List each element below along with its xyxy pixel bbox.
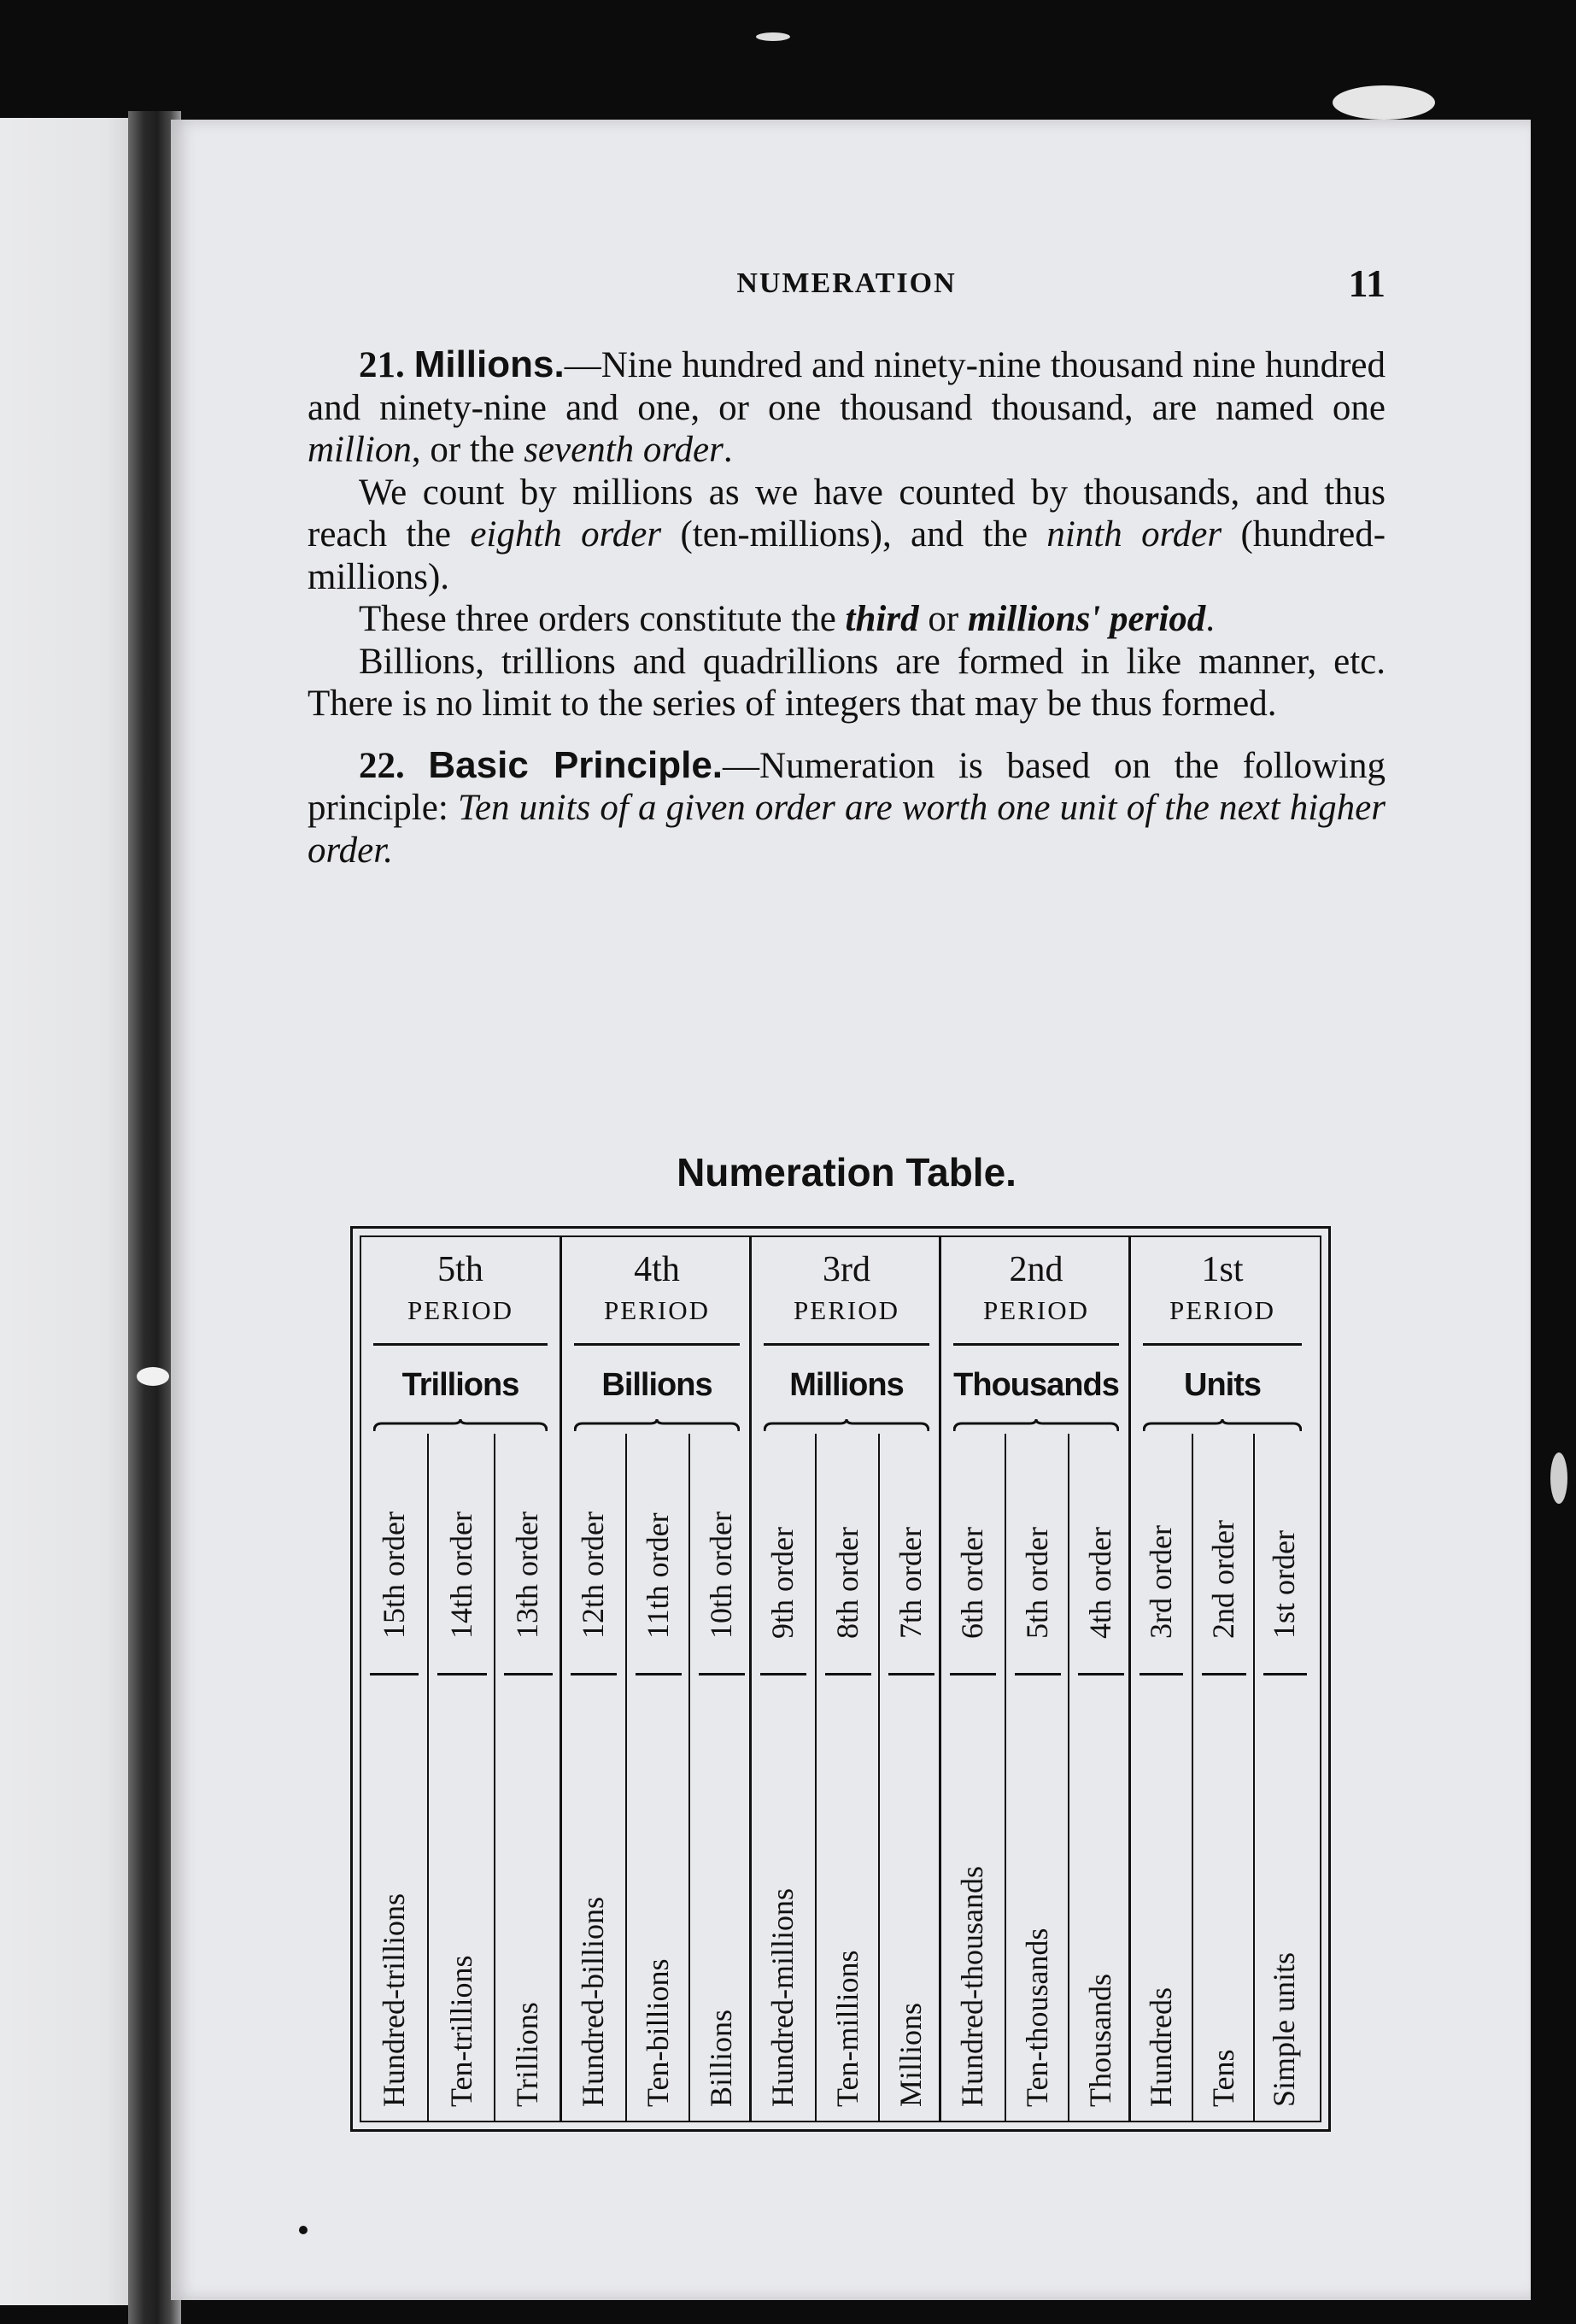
unit-label: Ten-millions [830, 1950, 864, 2107]
unit-label: Simple units [1267, 1951, 1302, 2107]
unit-label: Hundred-thousands [955, 1866, 989, 2107]
period-ordinal: 4th [634, 1250, 680, 1289]
section-heading: Basic Principle. [428, 743, 724, 786]
order-label: 12th order [576, 1511, 610, 1639]
unit-label: Millions [893, 2002, 928, 2107]
section-heading: Millions. [413, 343, 565, 385]
period-name: Trillions [401, 1367, 519, 1403]
unit-label: Hundred-millions [765, 1888, 800, 2107]
period-name: Units [1184, 1367, 1261, 1403]
period-word: PERIOD [407, 1295, 513, 1325]
period-ordinal: 1st [1201, 1250, 1244, 1289]
body-text [308, 343, 1386, 872]
unit-label: Thousands [1083, 1974, 1117, 2107]
order-label: 8th order [830, 1527, 864, 1639]
order-label: 7th order [893, 1527, 928, 1639]
unit-label: Hundred-trillions [376, 1893, 411, 2107]
emphasis: third [845, 599, 919, 639]
period-word: PERIOD [1169, 1295, 1275, 1325]
period-ordinal: 2nd [1009, 1250, 1063, 1289]
section-21-paragraph-3 [308, 598, 1386, 641]
numeration-table-inner [360, 1235, 1321, 2122]
unit-label: Ten-billions [641, 1958, 675, 2107]
period-word: PERIOD [794, 1295, 899, 1325]
paragraph-text: . [1205, 599, 1216, 639]
brace-icon [373, 1418, 548, 1432]
order-label: 11th order [641, 1512, 675, 1639]
paragraph-text: (ten-millions), and the [661, 514, 1047, 555]
order-column [427, 1434, 495, 2121]
unit-label: Billions [704, 2009, 738, 2107]
order-column [815, 1434, 880, 2121]
order-column [494, 1434, 561, 2121]
section-21-paragraph-2 [308, 472, 1386, 599]
order-label: 6th order [955, 1527, 989, 1639]
order-column [361, 1434, 427, 2121]
brace-path [575, 1419, 739, 1431]
order-label: 4th order [1083, 1527, 1117, 1639]
order-label: 5th order [1020, 1527, 1054, 1639]
order-column [878, 1434, 943, 2121]
paragraph-text: or [918, 599, 968, 639]
period-column [939, 1237, 1131, 2121]
brace-path [765, 1419, 929, 1431]
order-column [941, 1434, 1005, 2121]
brace-icon [574, 1418, 740, 1432]
period-name: Thousands [953, 1367, 1119, 1403]
paragraph-text: —Numeration is based on the following principle: [308, 745, 1386, 828]
running-head [308, 261, 1386, 312]
period-word: PERIOD [604, 1295, 710, 1325]
order-label: 13th order [510, 1511, 545, 1639]
paragraph-text: These three orders constitute the [359, 599, 846, 639]
unit-label: Ten-thousands [1020, 1928, 1054, 2107]
unit-label: Ten-trillions [443, 1955, 478, 2107]
page [171, 120, 1531, 2300]
period-column [1128, 1237, 1314, 2121]
paragraph-text: (hundred-millions). [308, 514, 1386, 597]
period-rule [574, 1343, 740, 1346]
running-title: NUMERATION [736, 267, 957, 299]
order-label: 3rd order [1143, 1525, 1178, 1639]
order-label: 14th order [443, 1511, 478, 1639]
order-column [562, 1434, 625, 2121]
table-title: Numeration Table. [677, 1150, 1016, 1194]
period-ordinal: 5th [437, 1250, 483, 1289]
emphasis: seventh order [524, 430, 724, 470]
unit-label: Trillions [510, 2002, 545, 2107]
unit-label: Hundreds [1143, 1987, 1178, 2107]
paragraph-text: We count by millions as we have counted by thousands, and thus reach the [308, 472, 1386, 555]
brace-icon [1143, 1418, 1302, 1432]
order-column [1131, 1434, 1192, 2121]
order-column [688, 1434, 753, 2121]
brace-path [1144, 1419, 1301, 1431]
emphasis: ninth order [1046, 514, 1222, 555]
emphasis: millions' period [967, 599, 1206, 639]
period-column [749, 1237, 941, 2121]
order-column [1005, 1434, 1069, 2121]
period-column [560, 1237, 752, 2121]
period-name: Billions [601, 1367, 712, 1403]
order-label: 9th order [765, 1527, 800, 1639]
period-rule [373, 1343, 548, 1346]
section-22-paragraph [308, 744, 1386, 872]
paragraph-text: —Nine hundred and ninety-nine thousand nine hundred and ninety-nine and one, or one thousand thousand, are named one [308, 345, 1386, 428]
brace-icon [953, 1418, 1119, 1432]
order-column [1192, 1434, 1254, 2121]
brace-icon [764, 1418, 929, 1432]
order-column [1253, 1434, 1315, 2121]
period-rule [764, 1343, 929, 1346]
period-rule [953, 1343, 1119, 1346]
section-21-paragraph-4: Billions, trillions and quadrillions are formed in like manner, etc. There is no limit to the series of integers that may be thus formed. [308, 641, 1386, 724]
brace-path [374, 1419, 547, 1431]
emphasis: eighth order [470, 514, 662, 555]
unit-label: Hundred-billions [576, 1897, 610, 2107]
emphasis: Ten units of a given order are worth one unit of the next higher order. [308, 788, 1386, 871]
order-label: 10th order [704, 1511, 738, 1639]
order-column [752, 1434, 815, 2121]
paragraph-text: , or the [411, 430, 524, 470]
numeration-table [350, 1226, 1331, 2132]
section-number: 21. [359, 345, 405, 385]
period-ordinal: 3rd [823, 1250, 870, 1289]
order-column [1068, 1434, 1133, 2121]
section-21-paragraph-1 [308, 343, 1386, 472]
paragraph-text: . [723, 430, 733, 470]
order-label: 1st order [1267, 1530, 1302, 1639]
order-label: 15th order [376, 1511, 411, 1639]
period-name: Millions [789, 1367, 904, 1403]
unit-label: Tens [1205, 2049, 1240, 2107]
order-label: 2nd order [1205, 1520, 1240, 1639]
order-column [625, 1434, 690, 2121]
period-rule [1143, 1343, 1302, 1346]
period-word: PERIOD [983, 1295, 1089, 1325]
section-number: 22. [359, 745, 405, 786]
page-number: 11 [1348, 261, 1386, 305]
period-column [361, 1237, 560, 2121]
brace-path [954, 1419, 1118, 1431]
emphasis: million [308, 430, 412, 470]
